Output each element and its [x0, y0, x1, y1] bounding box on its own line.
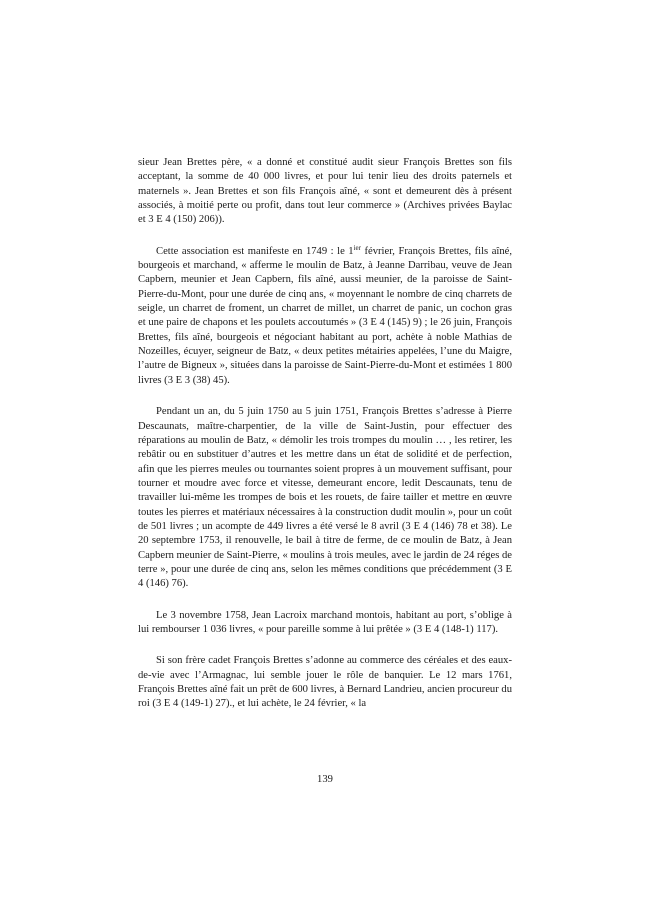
paragraph-gap: [138, 592, 512, 609]
paragraph-gap: [138, 388, 512, 405]
page-number: 139: [317, 774, 333, 785]
paragraph-1: [138, 156, 512, 228]
paragraph-3-text: Pendant un an, du 5 juin 1750 au 5 juin 1751, François Brettes s’adresse à Pierre Descaunats, maître-charpentier, de la ville de Saint-Justin, pour effectuer des réparations au moulin de Batz, « démolir les trois trompes du moulin … , les retirer, les rebâtir ou en substituer d’autres et les mettre dans un état de solidité et de perfection, afin que les pierres meules ou tournantes soient propres à un mouvement suffisant, pour tourner et moudre avec force et vitesse, demeurant encore, ledit Descaunats, tenu de travailler lui-même les trompes de bois et les rouets, de faire tailler et mettre en œuvre toutes les pierres et matériaux nécessaires à la construction dudit moulin », pour un coût de 501 livres ; un acompte de 449 livres a été versé le 8 avril (3 E 4 (146) 78 et 38). Le 20 septembre 1753, il renouvelle, le bail à titre de ferme, de ce moulin de Batz, à Jean Capbern meunier de Saint-Pierre, « moulins à trois meules, avec le jardin de 24 réges de terre », pour une durée de cinq ans, selon les mêmes conditions que précédemment (3 E 4 (146) 76).: [138, 406, 512, 590]
ordinal-superscript: ier: [353, 243, 361, 252]
paragraph-2-text-a: Cette association est manifeste en 1749 : le 1: [156, 245, 354, 257]
paragraph-2: [138, 245, 512, 388]
paragraph-gap: [138, 228, 512, 245]
paragraph-3: [138, 405, 512, 591]
paragraph-4: [138, 609, 512, 638]
paragraph-5-text: Si son frère cadet François Brettes s’adonne au commerce des céréales et des eaux-de-vie avec l’Armagnac, lui semble jouer le rôle de banquier. Le 12 mars 1761, François Brettes aîné fait un prêt de 600 livres, à Bernard Landrieu, ancien procureur du roi (3 E 4 (149-1) 27)., et lui achète, le 24 février, « la: [138, 655, 512, 710]
document-page: [138, 156, 512, 712]
paragraph-gap: [138, 637, 512, 654]
paragraph-4-text: Le 3 novembre 1758, Jean Lacroix marchand montois, habitant au port, s’oblige à lui rembourser 1 036 livres, « pour pareille somme à lui prêtée » (3 E 4 (148-1) 117).: [138, 609, 512, 635]
paragraph-5: [138, 654, 512, 711]
paragraph-2-text-b: février, François Brettes, fils aîné, bourgeois et marchand, « afferme le moulin de Batz, à Jeanne Darribau, veuve de Jean Capbern, meunier et Jean Capbern, fils aîné, aussi meunier, de la paroisse de Saint-Pierre-du-Mont, pour une durée de cinq ans, « moyennant le nombre de cinq charrets de seigle, un charret de froment, un charret de millet, un charret de panic, un cochon gras et une paire de chapons et les poulets accoutumés » (3 E 4 (145) 9) ; le 26 juin, François Brettes, fils aîné, bourgeois et négociant habitant au port, achète à noble Mathias de Nozeilles, écuyer, seigneur de Batz, « deux petites métairies appelées, l’une du Maigre, l’autre de Bigneux », situées dans la paroisse de Saint-Pierre-du-Mont et estimées 1 800 livres (3 E 3 (38) 45).: [138, 245, 512, 386]
paragraph-1-text: sieur Jean Brettes père, « a donné et constitué audit sieur François Brettes son fils acceptant, la somme de 40 000 livres, et pour lui tenir lieu des droits paternels et maternels ». Jean Brettes et son fils François aîné, « sont et demeurent dès à présent associés, à moitié perte ou profit, dans tout leur commerce » (Archives privées Baylac et 3 E 4 (150) 206)).: [138, 157, 512, 226]
